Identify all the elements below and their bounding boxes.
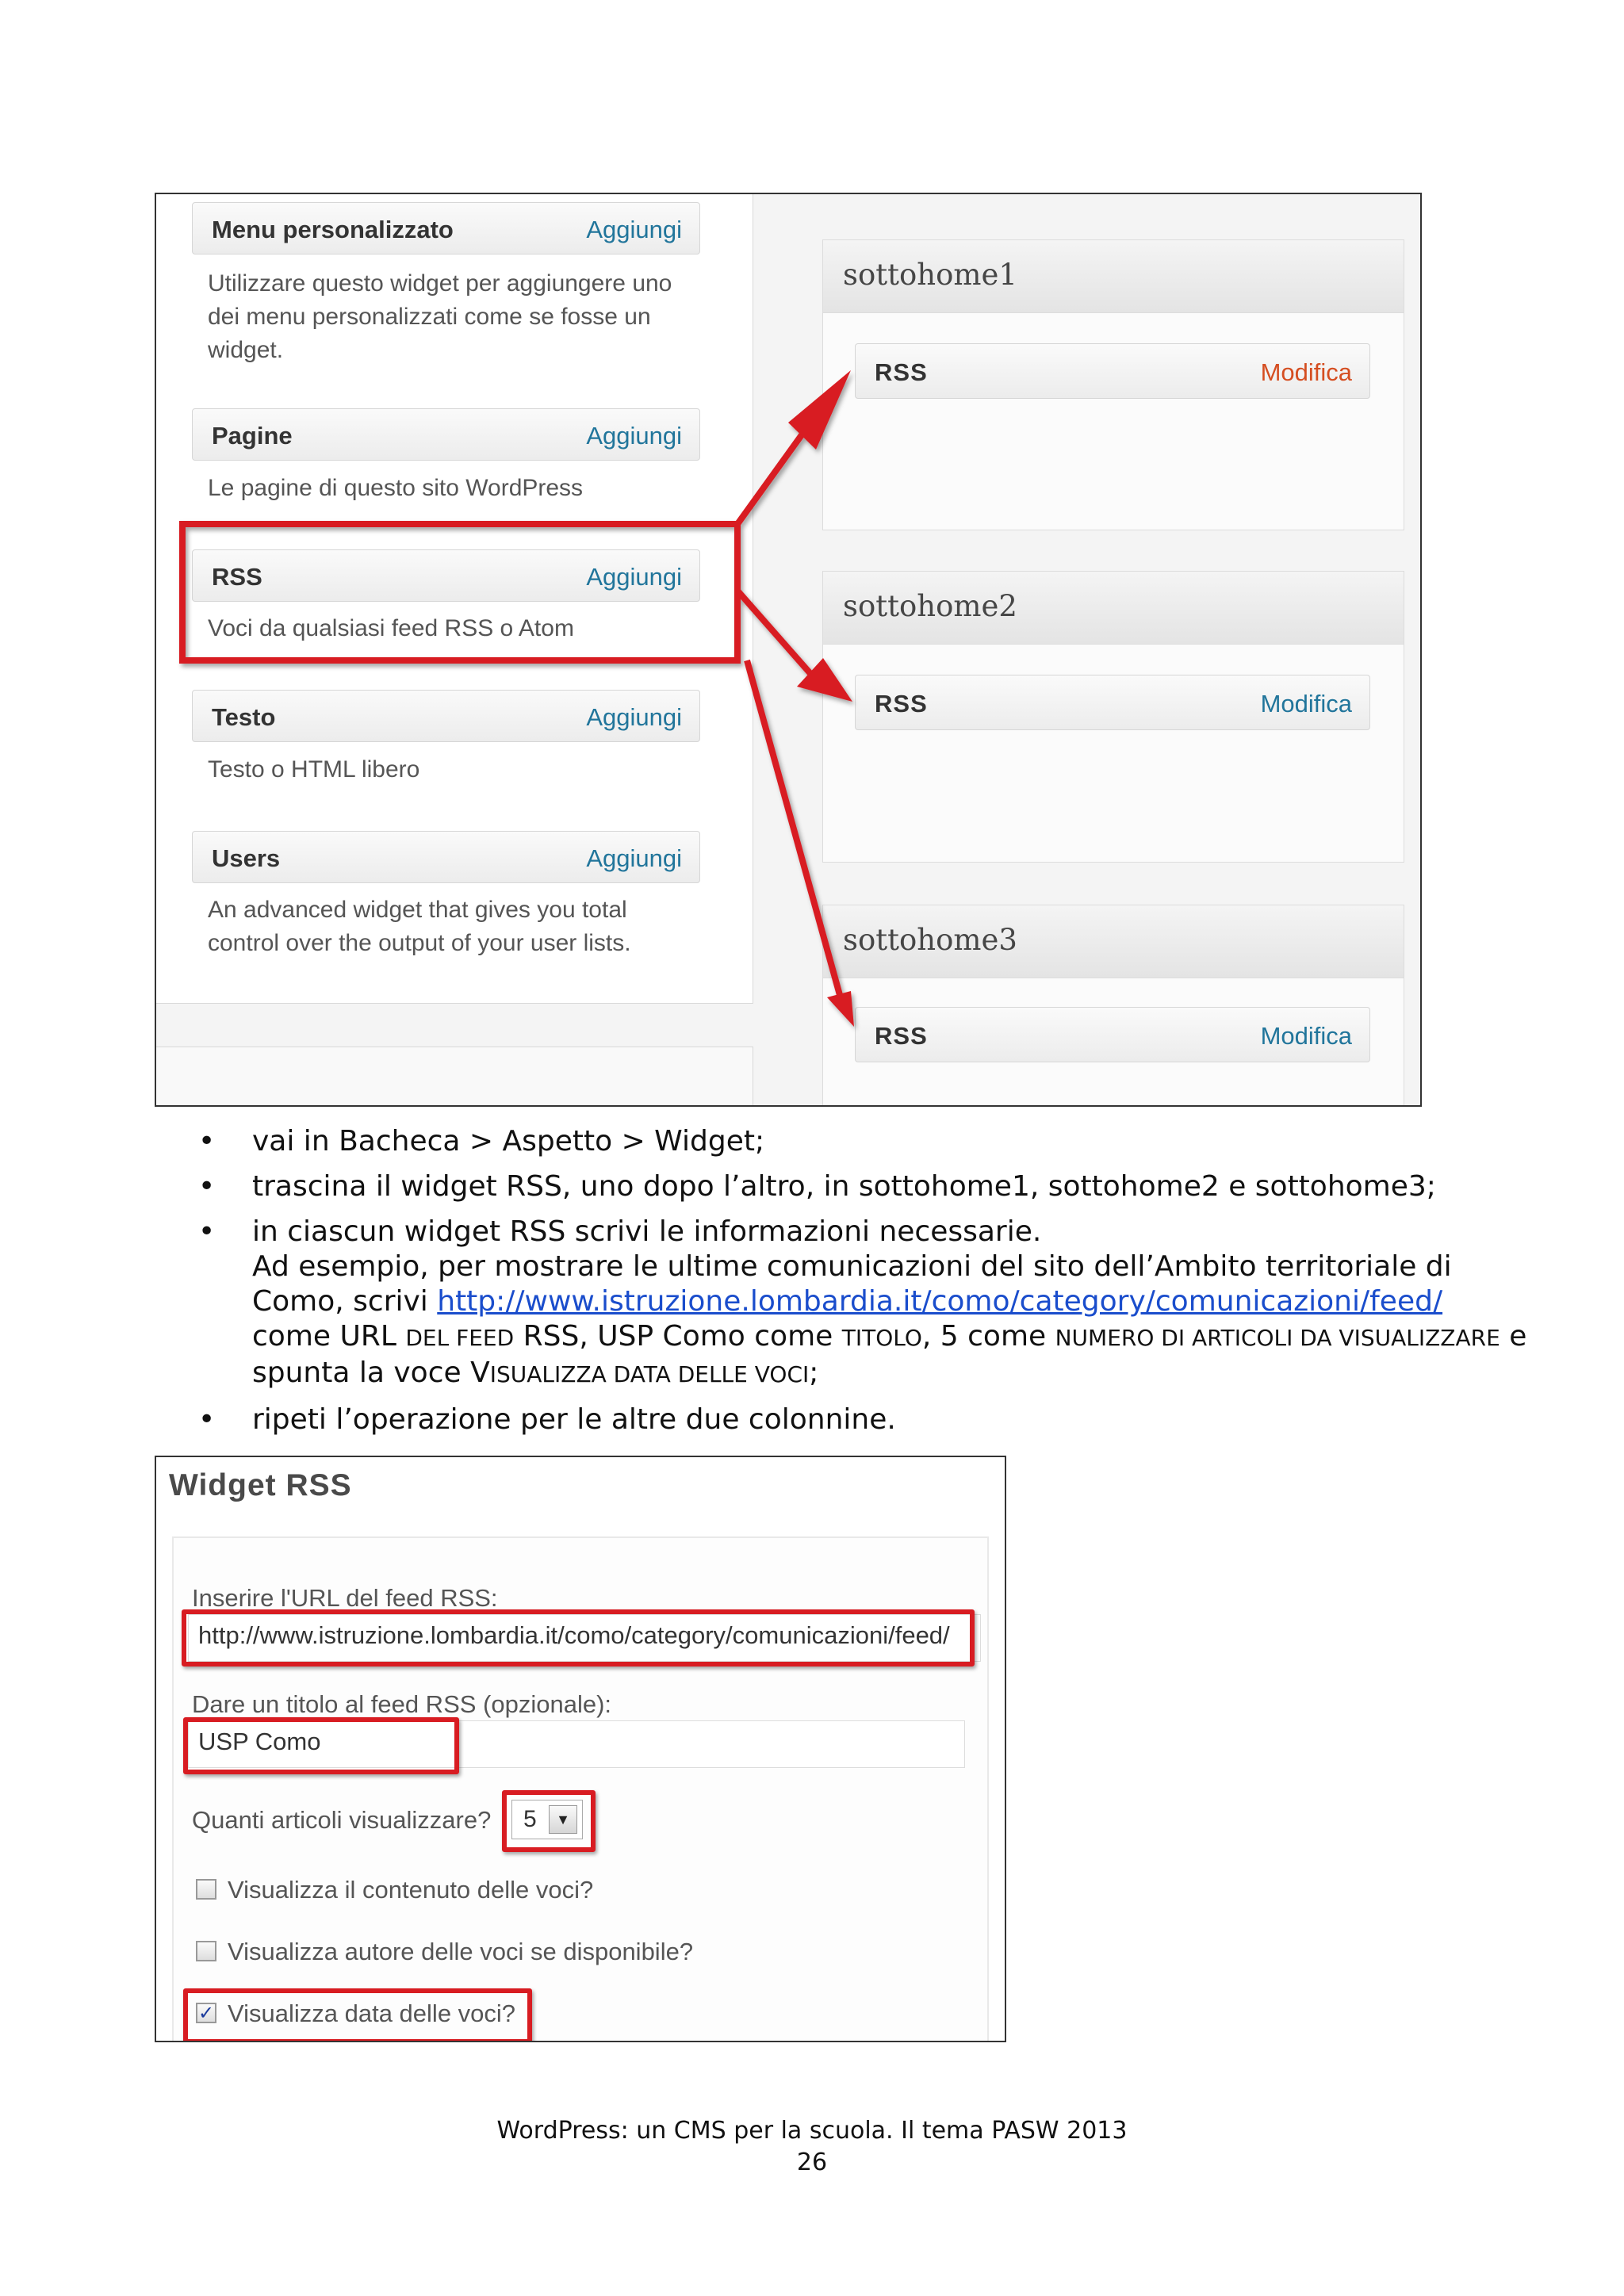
- text-fragment: Como, scrivi: [252, 1285, 438, 1318]
- small-caps-text: NUMERO DI ARTICOLI DA VISUALIZZARE: [1055, 1325, 1500, 1351]
- sidebar-title: sottohome2: [843, 589, 1017, 623]
- arrow-to-sottohome3: [747, 660, 840, 995]
- bullet-icon: •: [198, 1215, 216, 1248]
- list-item-text: in ciascun widget RSS scrivi le informazioni necessarie.: [252, 1215, 1042, 1248]
- list-item: [198, 1124, 1467, 1159]
- desc-line: Le pagine di questo sito WordPress: [208, 475, 584, 501]
- modifica-link[interactable]: Modifica: [1260, 690, 1352, 718]
- item-count-highlight: [502, 1790, 596, 1852]
- list-item-text: [252, 1284, 1467, 1319]
- widget-title: Testo: [212, 703, 276, 731]
- page-footer: [0, 2115, 1624, 2179]
- widget-title: RSS: [212, 563, 262, 591]
- footer-title: WordPress: un CMS per la scuola. Il tema PASW 2013: [496, 2117, 1128, 2145]
- feed-url-link[interactable]: http://www.istruzione.lombardia.it/como/category/comunicazioni/feed/: [437, 1285, 1443, 1318]
- instructions-list: [198, 1124, 1527, 1448]
- aggiungi-link[interactable]: Aggiungi: [586, 703, 682, 731]
- widget-title: RSS: [875, 690, 928, 718]
- aggiungi-link[interactable]: Aggiungi: [586, 844, 682, 872]
- dropdown-arrow-icon[interactable]: ▼: [549, 1805, 577, 1834]
- text-fragment: spunta la voce V: [252, 1357, 490, 1389]
- widget-title: Pagine: [212, 422, 293, 450]
- item-count-value: 5: [523, 1806, 537, 1832]
- feed-url-highlight: [182, 1609, 975, 1667]
- desc-line: widget.: [208, 337, 284, 363]
- list-item-text: [252, 1319, 1527, 1356]
- feed-title-highlight: [183, 1717, 459, 1774]
- feed-title-label: Dare un titolo al feed RSS (opzionale):: [192, 1690, 612, 1718]
- small-caps-text: ISUALIZZA DATA DELLE VOCI: [489, 1361, 810, 1387]
- list-item: [198, 1169, 1467, 1204]
- bullet-icon: •: [198, 1170, 216, 1203]
- text-fragment: RSS, USP Como come: [514, 1320, 842, 1353]
- rss-highlight-box: [182, 524, 737, 660]
- list-item-text: vai in Bacheca > Aspetto > Widget;: [252, 1125, 765, 1158]
- desc-line: An advanced widget that gives you total: [208, 897, 627, 923]
- list-item: [198, 1402, 1467, 1437]
- annotation-overlay: [156, 194, 1422, 1107]
- list-item-text: [252, 1356, 1467, 1392]
- modifica-link[interactable]: Modifica: [1260, 1022, 1352, 1050]
- show-author-label: Visualizza autore delle voci se disponibile?: [228, 1938, 694, 1965]
- list-item-text: ripeti l’operazione per le altre due colonnine.: [252, 1403, 896, 1436]
- widgets-screenshot: [155, 193, 1422, 1107]
- aggiungi-link[interactable]: Aggiungi: [586, 563, 682, 591]
- text-fragment: come URL: [252, 1320, 406, 1353]
- small-caps-text: DEL FEED: [405, 1325, 515, 1351]
- show-date-label: Visualizza data delle voci?: [228, 1999, 516, 2027]
- desc-line: Voci da qualsiasi feed RSS o Atom: [208, 615, 574, 641]
- list-item: [198, 1215, 1527, 1392]
- widget-title: Menu personalizzato: [212, 216, 454, 243]
- arrow-to-sottohome1: [737, 430, 805, 524]
- bullet-icon: •: [198, 1403, 216, 1436]
- feed-url-label: Inserire l'URL del feed RSS:: [192, 1584, 498, 1612]
- feed-title-input[interactable]: USP Como: [188, 1720, 965, 1768]
- sidebar-title: sottohome1: [843, 258, 1017, 292]
- item-count-label: Quanti articoli visualizzare?: [192, 1806, 492, 1834]
- widget-rss-screenshot: [155, 1456, 1006, 2042]
- show-content-label: Visualizza il contenuto delle voci?: [228, 1876, 594, 1904]
- page-number: 26: [796, 2149, 828, 2176]
- text-fragment: ;: [809, 1357, 819, 1389]
- list-item-text: Ad esempio, per mostrare le ultime comunicazioni del sito dell’Ambito territoriale di: [252, 1250, 1452, 1283]
- show-content-checkbox[interactable]: [196, 1879, 216, 1900]
- desc-line: dei menu personalizzati come se fosse un: [208, 304, 651, 330]
- aggiungi-link[interactable]: Aggiungi: [586, 422, 682, 450]
- small-caps-text: TITOLO: [841, 1325, 922, 1351]
- arrow-to-sottohome3-head: [827, 991, 854, 1027]
- checkmark-icon: ✓: [197, 2002, 215, 2024]
- sidebar-title: sottohome3: [843, 923, 1017, 957]
- feed-url-input[interactable]: http://www.istruzione.lombardia.it/como/category/comunicazioni/feed/: [188, 1614, 981, 1662]
- desc-line: control over the output of your user lists.: [208, 930, 631, 956]
- show-date-highlight: [183, 1988, 532, 2042]
- desc-line: Testo o HTML libero: [208, 756, 420, 783]
- widget-title: RSS: [875, 1022, 928, 1050]
- widget-rss-title: Widget RSS: [169, 1468, 352, 1502]
- text-fragment: , 5 come: [921, 1320, 1055, 1353]
- show-author-checkbox[interactable]: [196, 1941, 216, 1961]
- widget-title: Users: [212, 844, 281, 872]
- modifica-link[interactable]: Modifica: [1260, 358, 1352, 386]
- aggiungi-link[interactable]: Aggiungi: [586, 216, 682, 243]
- widget-title: RSS: [875, 358, 928, 386]
- list-item-text: trascina il widget RSS, uno dopo l’altro, in sottohome1, sottohome2 e sottohome3;: [252, 1170, 1436, 1203]
- desc-line: Utilizzare questo widget per aggiungere uno: [208, 270, 672, 297]
- text-fragment: e: [1500, 1320, 1527, 1353]
- bullet-icon: •: [198, 1125, 216, 1158]
